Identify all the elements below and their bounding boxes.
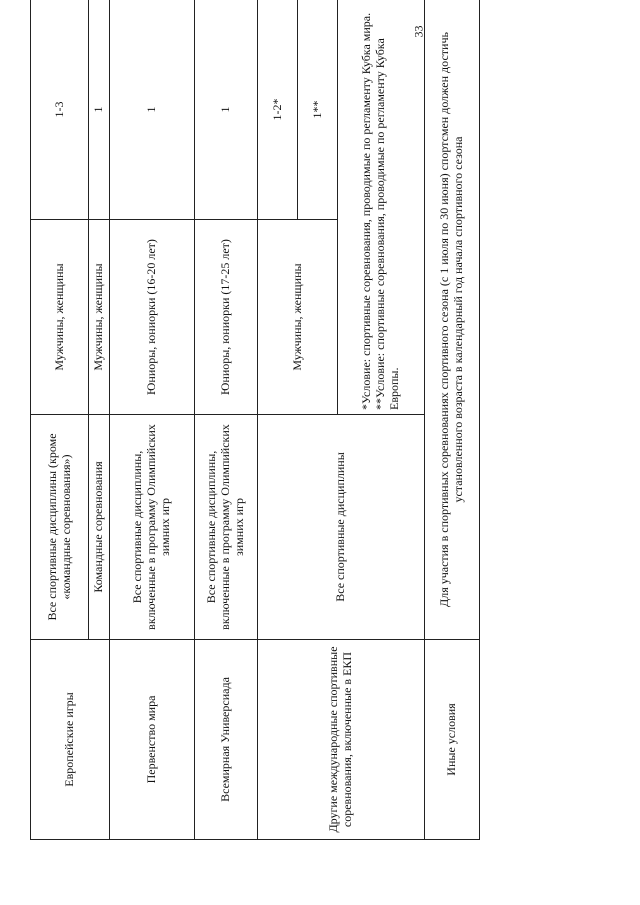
event-name: Европейские игры: [31, 640, 110, 840]
requirements-table: [30, 0, 480, 840]
place-cell: 1: [110, 0, 195, 220]
condition-note: *Условие: спортивные соревнования, проводимые по регламенту Кубка мира.: [358, 12, 373, 410]
conditions-note: [338, 0, 425, 415]
discipline-cell: Все спортивные дисциплины: [258, 415, 425, 640]
discipline-cell: Все спортивные дисциплины, включенные в программу Олимпийских зимних игр: [110, 415, 195, 640]
event-name: Другие международные спортивные соревнования, включенные в ЕКП: [258, 640, 425, 840]
discipline-cell: Все спортивные дисциплины, включенные в программу Олимпийских зимних игр: [194, 415, 257, 640]
group-cell: Юниоры, юниорки (17-25 лет): [194, 220, 257, 415]
place-cell: 1-2*: [258, 0, 298, 220]
group-cell: Мужчины, женщины: [31, 220, 89, 415]
event-name: Иные условия: [425, 640, 480, 840]
condition-note: **Условие: спортивные соревнования, проводимые по регламенту Кубка Европы.: [373, 38, 402, 410]
table-row: [258, 0, 298, 840]
event-name: Первенство мира: [110, 640, 195, 840]
event-name: Всемирная Универсиада: [194, 640, 257, 840]
discipline-cell: Командные соревнования: [89, 415, 110, 640]
discipline-cell: Все спортивные дисциплины (кроме «командные соревнования»): [31, 415, 89, 640]
place-cell: 1: [89, 0, 110, 220]
other-conditions-text: Для участия в спортивных соревнованиях спортивного сезона (с 1 июля по 30 июня) спортсмен должен достичь установленного возраста в календарный год начала спортивного сезона: [425, 0, 480, 640]
group-cell: Мужчины, женщины: [258, 220, 338, 415]
rotated-document: [30, 0, 480, 840]
place-cell: 1: [194, 0, 257, 220]
group-cell: Юниоры, юниорки (16-20 лет): [110, 220, 195, 415]
page-number: 33: [411, 25, 426, 38]
place-cell: 1**: [298, 0, 338, 220]
group-cell: Мужчины, женщины: [89, 220, 110, 415]
table-row: [194, 0, 257, 840]
table-row: [425, 0, 480, 840]
table-row: [31, 0, 89, 840]
table-row: [110, 0, 195, 840]
place-cell: 1-3: [31, 0, 89, 220]
